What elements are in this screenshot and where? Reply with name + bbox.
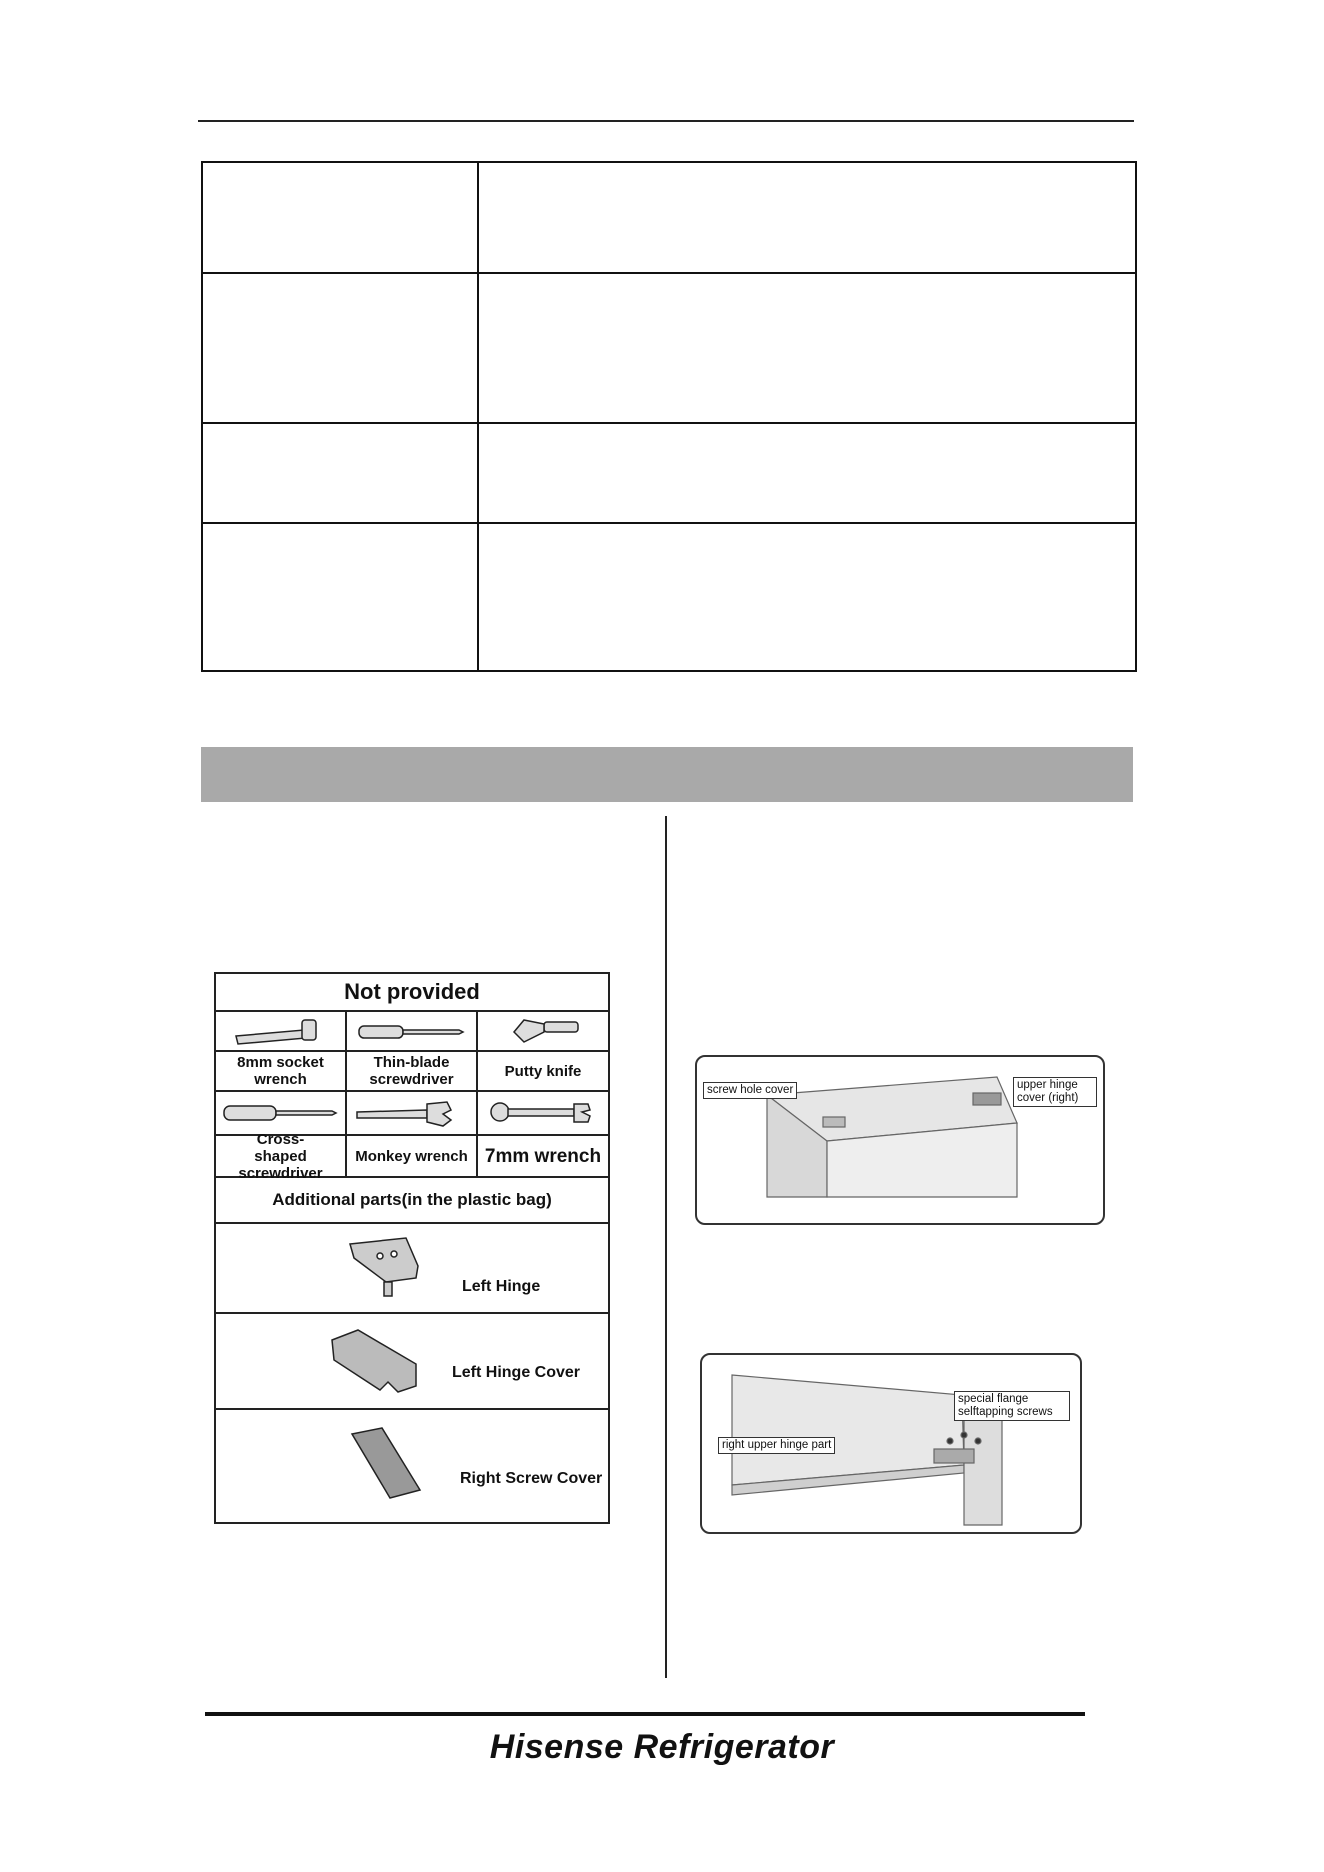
- table-cell: [478, 423, 1136, 523]
- tool-label: 7mm wrench: [484, 1145, 602, 1167]
- part-row: [216, 1224, 608, 1314]
- cross-screwdriver-icon: [216, 1092, 347, 1134]
- part-row: [216, 1314, 608, 1410]
- right-screw-cover-icon: [346, 1424, 436, 1504]
- section-header-bar: [201, 747, 1133, 802]
- table-cell: [478, 523, 1136, 671]
- table-cell: [202, 162, 478, 273]
- tool-label: 8mm socket wrench: [237, 1054, 324, 1088]
- tool-icon-row: [216, 1012, 608, 1052]
- tool-label: Putty knife: [504, 1062, 582, 1080]
- table-cell: [202, 273, 478, 423]
- table-cell: [478, 162, 1136, 273]
- top-rule: [198, 120, 1134, 122]
- socket-wrench-icon: [216, 1012, 347, 1050]
- additional-parts-row: [216, 1178, 608, 1224]
- tool-icon-row: [216, 1092, 608, 1136]
- brand-logo: Hisense Refrigerator: [489, 1728, 835, 1766]
- additional-parts-header: Additional parts(in the plastic bag): [272, 1190, 552, 1209]
- callout-hinge-part: right upper hinge part: [718, 1437, 835, 1454]
- footer-rule: [205, 1712, 1085, 1716]
- tool-label: Thin-blade screwdriver: [369, 1054, 454, 1088]
- info-table: [201, 161, 1137, 672]
- tool-label-row: [216, 1130, 608, 1182]
- tools-table: [214, 972, 610, 1524]
- callout-screws: special flange selftapping screws: [954, 1391, 1070, 1421]
- column-divider: [665, 816, 667, 1678]
- table-cell: [202, 423, 478, 523]
- callout-screw-hole-cover: screw hole cover: [703, 1082, 797, 1099]
- tools-header: Not provided: [344, 979, 480, 1004]
- monkey-wrench-icon: [347, 1092, 478, 1134]
- tool-label-row: [216, 1052, 608, 1092]
- callout-upper-hinge-cover: upper hinge cover (right): [1013, 1077, 1097, 1107]
- figure-hinge-cover: [695, 1055, 1105, 1225]
- figure-hinge-part: [700, 1353, 1082, 1534]
- part-label: Left Hinge Cover: [452, 1364, 581, 1381]
- left-hinge-icon: [346, 1236, 446, 1306]
- putty-knife-icon: [478, 1012, 608, 1050]
- table-cell: [478, 273, 1136, 423]
- table-cell: [202, 523, 478, 671]
- part-label: Right Screw Cover: [460, 1470, 603, 1487]
- tool-label: Cross-shaped screwdriver: [238, 1130, 323, 1182]
- tool-label: Monkey wrench: [355, 1147, 468, 1165]
- part-row: [216, 1410, 608, 1520]
- open-wrench-icon: [478, 1092, 608, 1134]
- part-label: Left Hinge: [462, 1278, 541, 1295]
- flat-screwdriver-icon: [347, 1012, 478, 1050]
- tools-header-row: [216, 974, 608, 1012]
- left-hinge-cover-icon: [328, 1324, 428, 1400]
